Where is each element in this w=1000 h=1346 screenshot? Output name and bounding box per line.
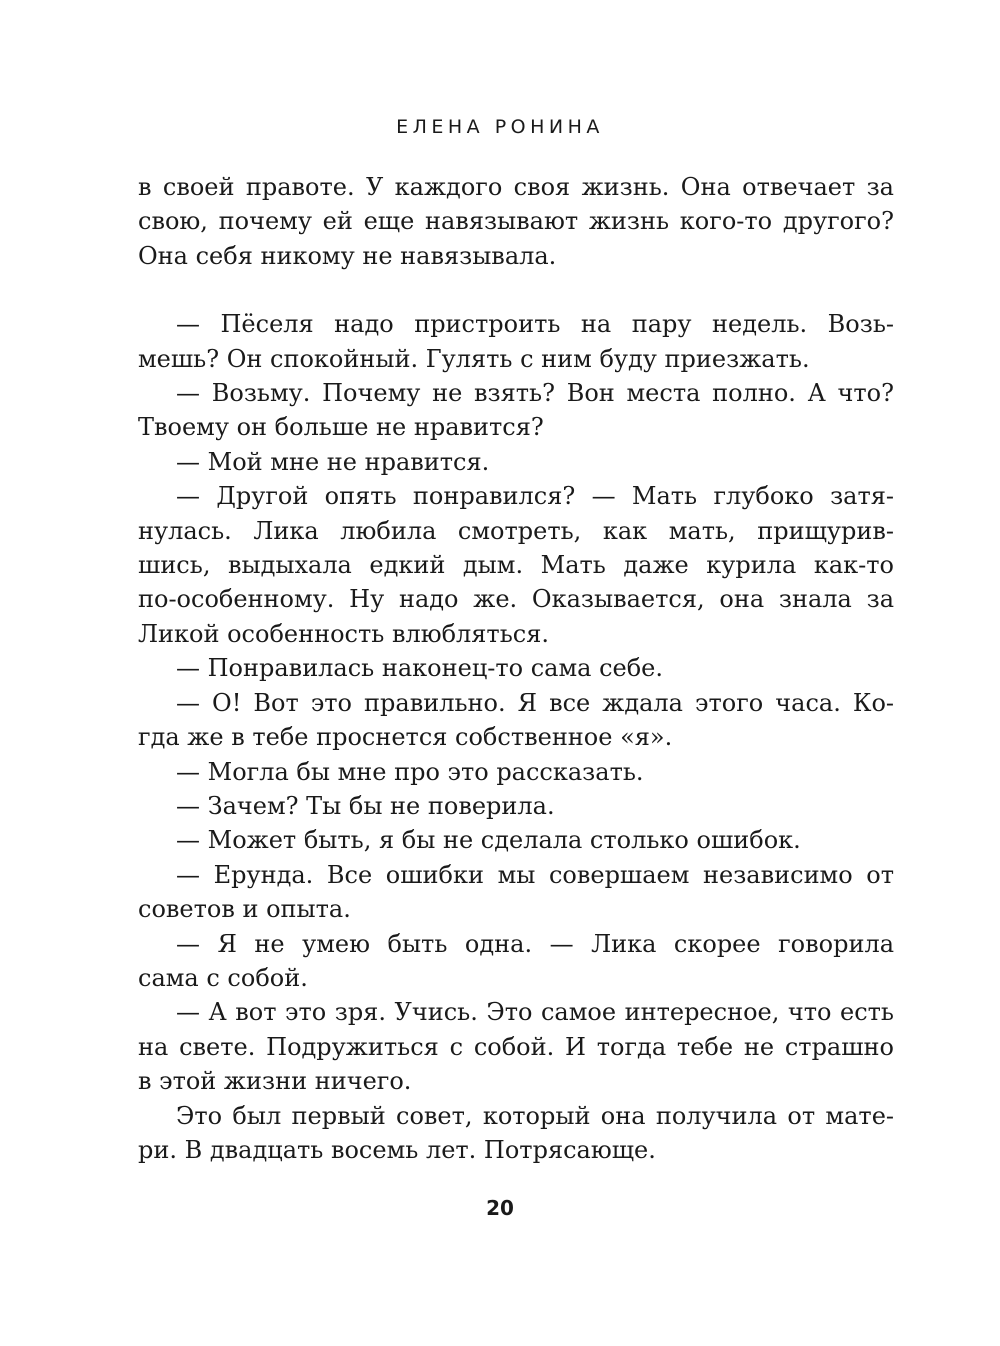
text-line: — О! Вот это правильно. Я все ждала этого часа. Ко- [176, 688, 894, 717]
text-line: — Могла бы мне про это рассказать. [176, 757, 644, 786]
text-line: нулась. Лика любила смотреть, как мать, прищурив- [138, 516, 894, 545]
text-line: — Возьму. Почему не взять? Вон места полно. А что? [176, 379, 894, 408]
text-line: свою, почему ей еще навязывают жизнь кого-то другого? [138, 207, 894, 236]
text-line: — Может быть, я бы не сделала столько ошибок. [176, 826, 801, 855]
text-line: — Понравилась наконец-то сама себе. [176, 654, 664, 683]
text-line: Это был первый совет, который она получила от мате- [176, 1101, 894, 1130]
page-number: 20 [486, 1196, 514, 1220]
text-line: на свете. Подружиться с собой. И тогда тебе не страшно [138, 1032, 894, 1061]
text-line: — Я не умею быть одна. — Лика скорее говорила [176, 929, 894, 958]
text-line: по-особенному. Ну надо же. Оказывается, она знала за [138, 585, 894, 614]
text-line: — А вот это зря. Учись. Это самое интересное, что есть [176, 998, 894, 1027]
text-line: — Другой опять понравился? — Мать глубоко затя- [176, 482, 894, 511]
text-line: Твоему он больше не нравится? [138, 413, 544, 442]
running-head-author: ЕЛЕНА РОНИНА [396, 116, 604, 138]
text-line: Ликой особенность влюбляться. [138, 619, 549, 648]
text-line: в своей правоте. У каждого своя жизнь. Она отвечает за [138, 173, 894, 201]
text-line: мешь? Он спокойный. Гулять с ним буду приезжать. [138, 344, 810, 373]
page-body [138, 170, 894, 1167]
text-line: — Пёселя надо пристроить на пару недель. Возь- [176, 310, 894, 339]
text-line: ри. В двадцать восемь лет. Потрясающе. [138, 1135, 656, 1164]
text-line: — Мой мне не нравится. [176, 447, 490, 476]
text-line: сама с собой. [138, 963, 308, 992]
text-line: в этой жизни ничего. [138, 1067, 412, 1096]
text-line: Она себя никому не навязывала. [138, 241, 557, 270]
text-line: гда же в тебе проснется собственное «я». [138, 723, 673, 752]
text-line: советов и опыта. [138, 895, 351, 924]
text-line: — Зачем? Ты бы не поверила. [176, 791, 555, 820]
text-line: шись, выдыхала едкий дым. Мать даже курила как-то [138, 551, 894, 580]
text-line: — Ерунда. Все ошибки мы совершаем независимо от [176, 860, 894, 889]
